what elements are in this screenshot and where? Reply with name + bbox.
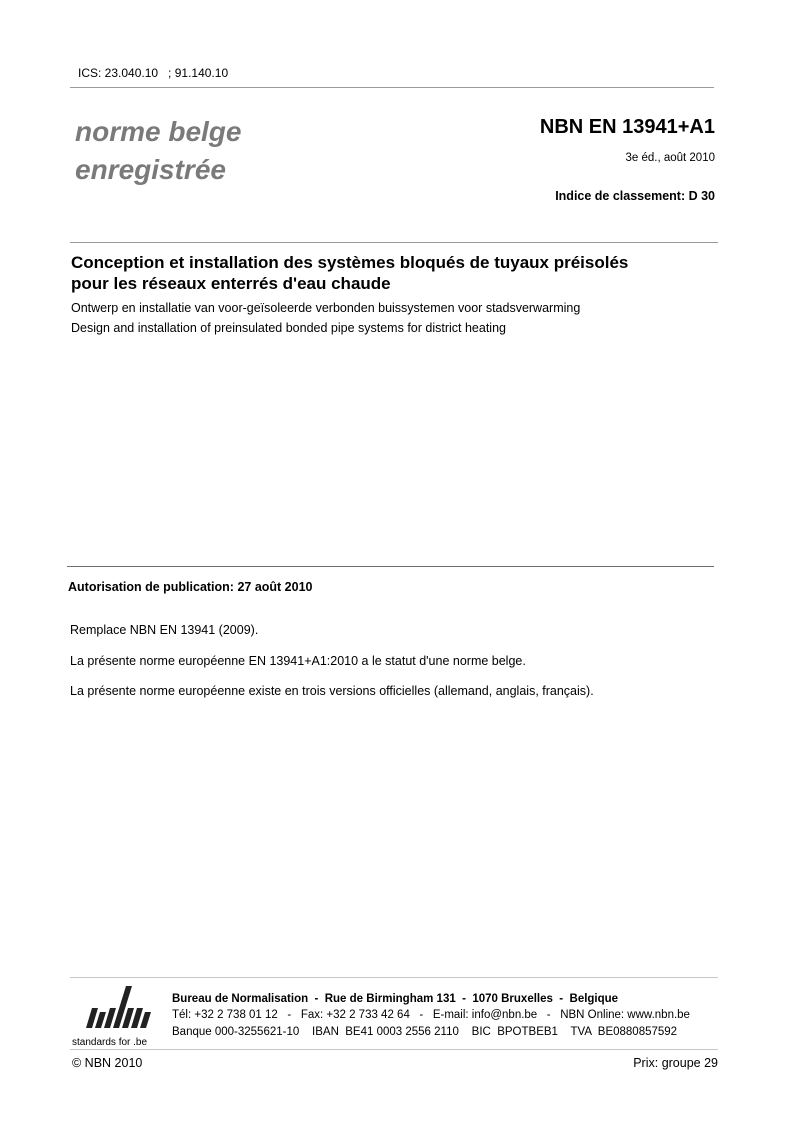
header-divider	[70, 87, 714, 88]
title-french-line-2: pour les réseaux enterrés d'eau chaude	[71, 274, 391, 293]
publication-divider	[67, 566, 714, 567]
nbn-logo-icon	[72, 984, 162, 1030]
footer-divider	[70, 977, 718, 978]
ics-codes: ICS: 23.040.10 ; 91.140.10	[78, 66, 229, 80]
classification-index: Indice de classement: D 30	[555, 189, 715, 203]
price-group: Prix: groupe 29	[633, 1056, 718, 1070]
note-replaces: Remplace NBN EN 13941 (2009).	[70, 623, 259, 637]
title-english: Design and installation of preinsulated bonded pipe systems for district heating	[71, 321, 506, 335]
norme-belge-heading	[75, 113, 241, 189]
nbn-logo	[72, 984, 162, 1046]
note-versions: La présente norme européenne existe en trois versions officielles (allemand, anglais, français).	[70, 684, 594, 698]
copyright: © NBN 2010	[72, 1056, 143, 1070]
standard-number: NBN EN 13941+A1	[539, 116, 715, 138]
footer-contact: Tél: +32 2 738 01 12 - Fax: +32 2 733 42 64 - E-mail: info@nbn.be - NBN Online: www.nbn.be	[172, 1009, 690, 1021]
footer-bank: Banque 000-3255621-10 IBAN BE41 0003 2556 2110 BIC BPOTBEB1 TVA BE0880857592	[172, 1026, 678, 1038]
norme-line-1: norme belge	[75, 116, 242, 147]
footer-address: Bureau de Normalisation - Rue de Birmingham 131 - 1070 Bruxelles - Belgique	[172, 993, 619, 1005]
footer-bottom-divider	[70, 1049, 718, 1050]
title-dutch: Ontwerp en installatie van voor-geïsoleerde verbonden buissystemen voor stadsverwarming	[71, 301, 581, 315]
logo-tagline: standards for .be	[72, 1037, 148, 1048]
title-french	[71, 252, 731, 294]
title-french-line-1: Conception et installation des systèmes bloqués de tuyaux préisolés	[71, 253, 629, 272]
title-divider	[70, 242, 718, 243]
publication-authorisation: Autorisation de publication: 27 août 2010	[68, 580, 313, 594]
note-status: La présente norme européenne EN 13941+A1:2010 a le statut d'une norme belge.	[70, 654, 526, 668]
edition-date: 3e éd., août 2010	[625, 152, 715, 164]
norme-line-2: enregistrée	[75, 154, 226, 185]
